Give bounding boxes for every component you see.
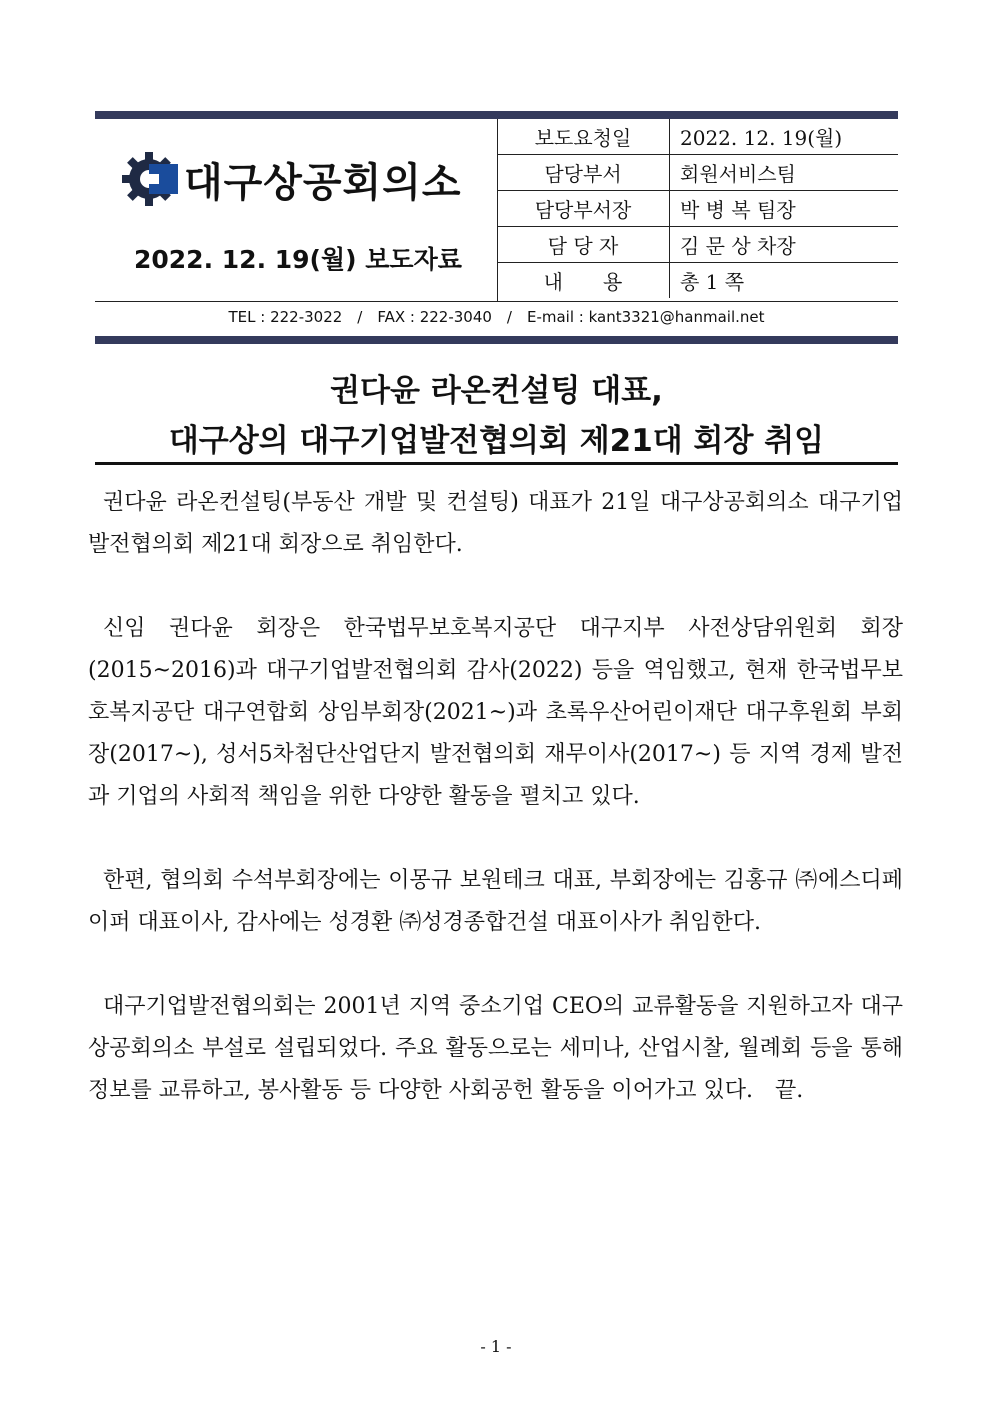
meta-value: 김 문 상 차장 — [670, 227, 899, 263]
meta-row — [497, 155, 898, 191]
release-meta-table — [497, 119, 898, 298]
meta-value: 박 병 복 팀장 — [670, 191, 899, 227]
organization-name: 대구상공회의소 — [184, 159, 462, 206]
meta-value: 2022. 12. 19(월) — [670, 119, 899, 155]
headline-underline — [95, 462, 898, 465]
meta-row — [497, 263, 898, 299]
chamber-logo — [120, 150, 461, 208]
header-separator — [95, 301, 898, 302]
contact-line: TEL : 222-3022 / FAX : 222-3040 / E-mail : kant3321@hanmail.net — [228, 308, 765, 326]
body-paragraph: 대구기업발전협의회는 2001년 지역 중소기업 CEO의 교류활동을 지원하고자 대구상공회의소 부설로 설립되었다. 주요 활동으로는 세미나, 산업시찰, 월례회 등을 통해 정보를 교류하고, 봉사활동 등 다양한 사회공헌 활동을 이어가고 있다. 끝. — [88, 994, 903, 1103]
gear-logo-icon — [120, 150, 178, 208]
body-paragraph: 한편, 협의회 수석부회장에는 이몽규 보원테크 대표, 부회장에는 김홍규 ㈜에스디페이퍼 대표이사, 감사에는 성경환 ㈜성경종합건설 대표이사가 취임한다. — [88, 868, 903, 935]
meta-key: 내 용 — [497, 263, 670, 299]
meta-key: 보도요청일 — [497, 119, 670, 155]
meta-row — [497, 119, 898, 155]
page-number: - 1 - — [480, 1337, 512, 1356]
meta-key: 담당부서 — [497, 155, 670, 191]
article-body — [88, 482, 903, 1154]
body-paragraph: 신임 권다윤 회장은 한국법무보호복지공단 대구지부 사전상담위원회 회장(2015~2016)과 대구기업발전협의회 감사(2022) 등을 역임했고, 현재 한국법무보호복지공단 대구연합회 상임부회장(2021~)과 초록우산어린이재단 대구후원회 부회장(2017~), 성서5차첨단산업단지 발전협의회 재무이사(2017~) 등 지역 경제 발전과 기업의 사회적 책임을 위한 다양한 활동을 펼치고 있다. — [88, 616, 903, 809]
body-paragraph: 권다윤 라온컨설팅(부동산 개발 및 컨설팅) 대표가 21일 대구상공회의소 대구기업발전협의회 제21대 회장으로 취임한다. — [88, 490, 903, 557]
meta-value: 회원서비스팀 — [670, 155, 899, 191]
meta-row — [497, 191, 898, 227]
header-top-band — [95, 111, 898, 119]
headline-line-1: 권다윤 라온컨설팅 대표, — [330, 373, 663, 409]
meta-row — [497, 227, 898, 263]
release-date-label: 2022. 12. 19(월) 보도자료 — [134, 245, 462, 274]
meta-value: 총 1 쪽 — [680, 270, 745, 294]
meta-key: 담 당 자 — [497, 227, 670, 263]
header-bottom-band — [95, 336, 898, 344]
headline — [95, 366, 898, 466]
meta-key: 담당부서장 — [497, 191, 670, 227]
headline-line-2: 대구상의 대구기업발전협의회 제21대 회장 취임 — [168, 423, 825, 459]
